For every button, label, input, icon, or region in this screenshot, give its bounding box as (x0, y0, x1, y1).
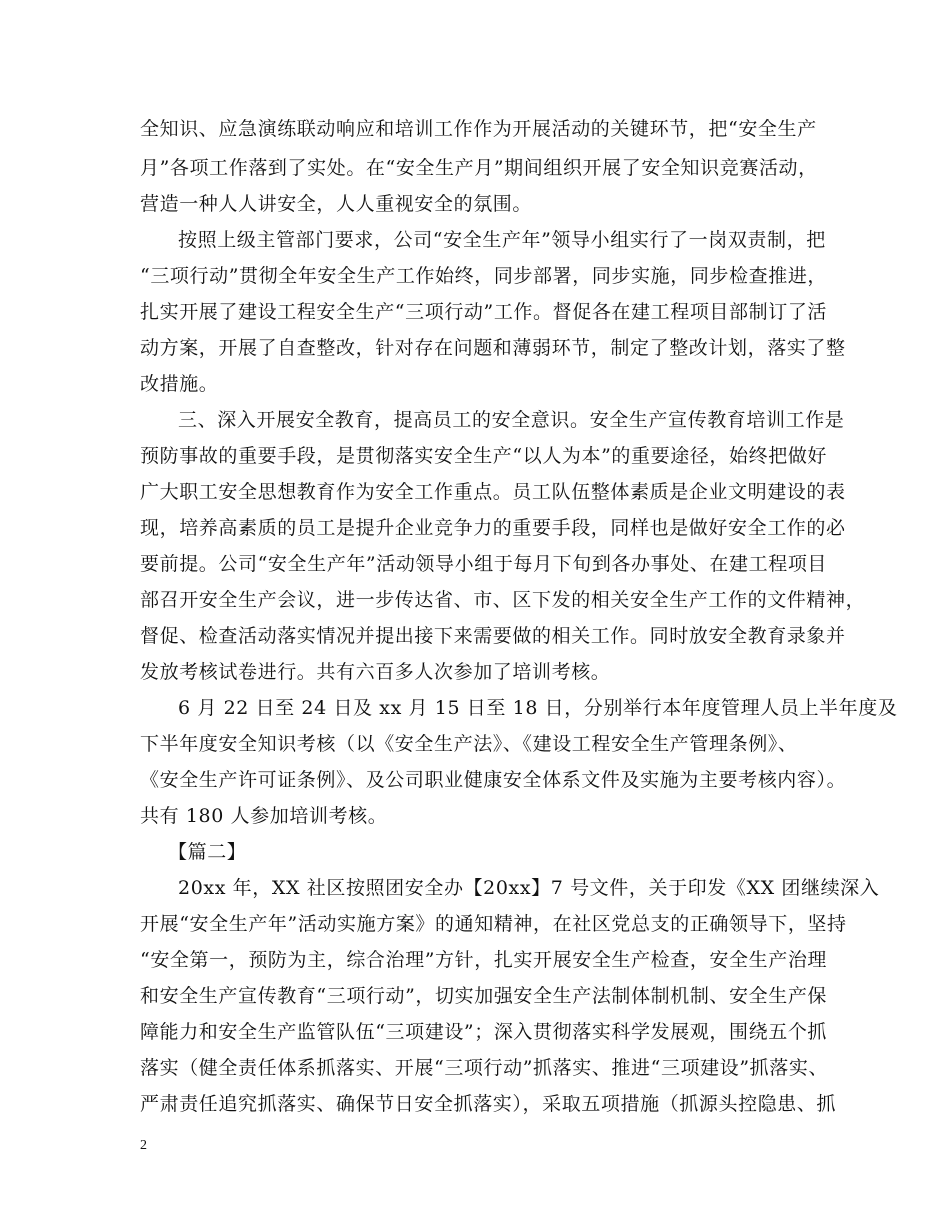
text-line: 月”各项工作落到了实处。在“安全生产月”期间组织开展了安全知识竞赛活动， (140, 157, 818, 179)
text-line: 督促、检查活动落实情况并提出接下来需要做的相关工作。同时放安全教育录象并 (140, 625, 846, 647)
text-line: 和安全生产宣传教育“三项行动”，切实加强安全生产法制体制机制、安全生产保 (140, 985, 828, 1007)
page-number: 2 (140, 1138, 147, 1153)
text-line: 按照上级主管部门要求，公司“安全生产年”领导小组实行了一岗双责制，把 (178, 229, 826, 251)
text-line: 开展“安全生产年”活动实施方案》的通知精神，在社区党总支的正确领导下，坚持 (140, 913, 847, 935)
text-line: “安全第一，预防为主，综合治理”方针，扎实开展安全生产检查，安全生产治理 (140, 949, 828, 971)
text-line: 共有 180 人参加培训考核。 (140, 805, 388, 827)
text-line: 6 月 22 日至 24 日及 xx 月 15 日至 18 日，分别举行本年度管理人员上半年度及 (178, 697, 898, 719)
text-line: 预防事故的重要手段，是贯彻落实安全生产“以人为本”的重要途径，始终把做好 (140, 445, 828, 467)
text-line: 落实（健全责任体系抓落实、开展“三项行动”抓落实、推进“三项建设”抓落实、 (140, 1057, 829, 1079)
text-line: “三项行动”贯彻全年安全生产工作始终，同步部署，同步实施，同步检查推进， (140, 265, 828, 287)
text-line: 改措施。 (140, 373, 219, 395)
text-line: 20xx 年，XX 社区按照团安全办【20xx】7 号文件，关于印发《XX 团继续深入 (178, 877, 880, 899)
text-line: 下半年度安全知识考核（以《安全生产法》、《建设工程安全生产管理条例》、 (140, 733, 798, 755)
text-line: 三、深入开展安全教育，提高员工的安全意识。安全生产宣传教育培训工作是 (178, 409, 845, 431)
text-line: 广大职工安全思想教育作为安全工作重点。员工队伍整体素质是企业文明建设的表 (140, 481, 846, 503)
text-line: 全知识、应急演练联动响应和培训工作作为开展活动的关键环节，把“安全生产 (140, 118, 817, 140)
text-line: 发放考核试卷进行。共有六百多人次参加了培训考核。 (140, 661, 611, 683)
text-line: 动方案，开展了自查整改，针对存在问题和薄弱环节，制定了整改计划，落实了整 (140, 337, 846, 359)
section-heading: 【篇二】 (168, 841, 247, 863)
text-line: 营造一种人人讲安全，人人重视安全的氛围。 (140, 193, 533, 215)
text-line: 部召开安全生产会议，进一步传达省、市、区下发的相关安全生产工作的文件精神， (140, 589, 866, 611)
text-line: 扎实开展了建设工程安全生产“三项行动”工作。督促各在建工程项目部制订了活 (140, 301, 828, 323)
text-line: 障能力和安全生产监管队伍“三项建设”；深入贯彻落实科学发展观，围绕五个抓 (140, 1021, 828, 1043)
text-line: 严肃责任追究抓落实、确保节日安全抓落实），采取五项措施（抓源头控隐患、抓 (140, 1093, 837, 1115)
text-line: 现，培养高素质的员工是提升企业竞争力的重要手段，同样也是做好安全工作的必 (140, 517, 846, 539)
text-line: 《安全生产许可证条例》、及公司职业健康安全体系文件及实施为主要考核内容）。 (140, 769, 847, 791)
text-line: 要前提。公司“安全生产年”活动领导小组于每月下旬到各办事处、在建工程项目 (140, 553, 828, 575)
